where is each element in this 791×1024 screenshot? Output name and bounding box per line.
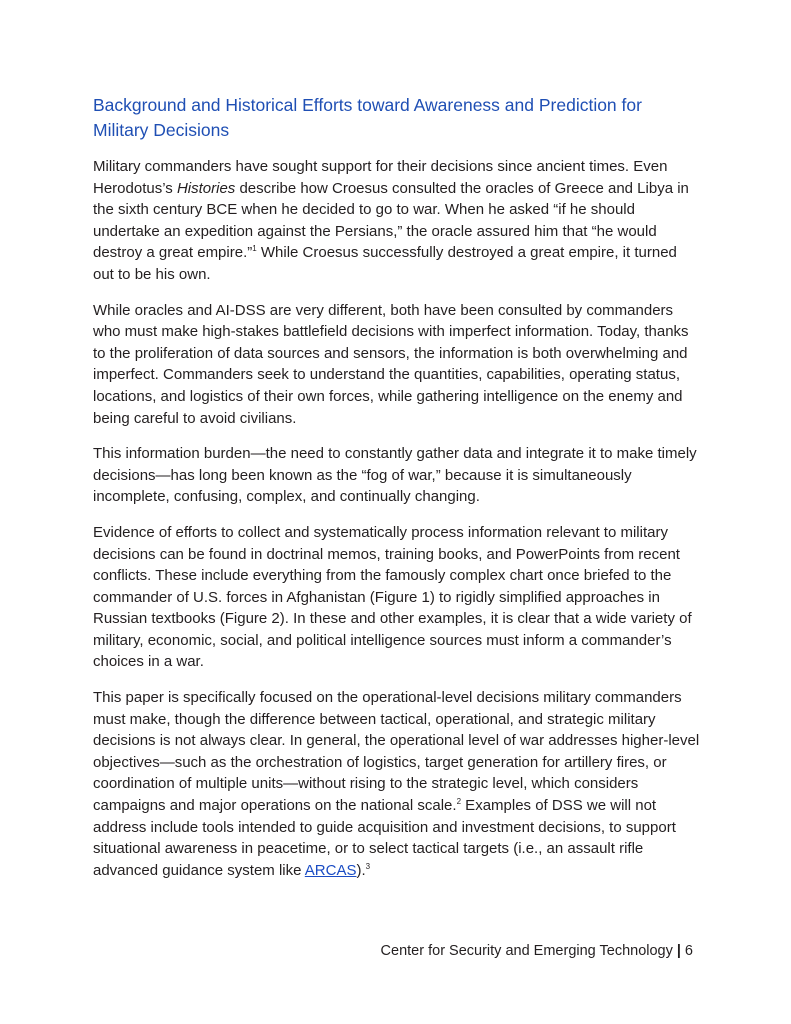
footnote-ref-2[interactable]: 2 [456,797,462,807]
section-heading: Background and Historical Efforts toward Awareness and Prediction for Military Decisions [93,95,642,140]
paragraph-operational-focus [93,687,701,881]
paragraph-oracles-ai-dss: While oracles and AI-DSS are very different, both have been consulted by commanders who must make high-stakes battlefield decisions with imperfect information. Today, thanks to the proliferation of data sources and sensors, the information is both overwhelming and imperfect. Commanders seek to understand the quantities, capabilities, operating status, locations, and logistics of their own forces, while gathering intelligence on the enemy and being careful to avoid civilians. [93,301,689,427]
paragraph-herodotus [93,156,701,286]
footer-org: Center for Security and Emerging Technology [380,943,673,959]
p1-text-b: describe how Croesus consulted the oracles of Greece and Libya in the sixth century BCE when he decided to go to war. When he asked “if he should undertake an expedition against the Persians,” the oracle assured him that “he would destroy a great empire.” [93,179,689,262]
footnote-ref-3[interactable]: 3 [365,861,371,871]
p5-text-c: ). [356,861,366,879]
arcas-link[interactable]: ARCAS [304,861,357,879]
histories-title: Histories [176,179,236,197]
p5-text-a: This paper is specifically focused on the operational-level decisions military commanders must make, though the difference between tactical, operational, and strategic military decisions is not always clear. In general, the operational level of war addresses higher-level objectives—such as the orchestration of logistics, target generation for artillery fires, or coordination of multiple units—without rising to the strategic level, which considers campaigns and major operations on the national scale. [93,689,700,815]
footnote-ref-1[interactable]: 1 [252,244,257,254]
p1-text-c: While Croesus successfully destroyed a great empire, it turned out to be his own. [93,244,677,283]
paragraph-evidence: Evidence of efforts to collect and systematically process information relevant to military decisions can be found in doctrinal memos, training books, and PowerPoints from recent conflicts. These include everything from the famously complex chart once briefed to the commander of U.S. forces in Afghanistan (Figure 1) to rigidly simplified approaches in Russian textbooks (Figure 2). In these and other examples, it is clear that a wide variety of military, economic, social, and political intelligence sources must inform a commander’s choices in a war. [93,523,692,671]
page-content [93,93,701,895]
p5-text-b: Examples of DSS we will not address include tools intended to guide acquisition and investment decisions, to support situational awareness in peacetime, or to select tactical targets (i.e., an assault rifle advanced guidance system like [93,797,676,879]
footer-separator: | [676,943,681,959]
page-footer [0,943,693,959]
paragraph-fog-of-war: This information burden—the need to constantly gather data and integrate it to make timely decisions—has long been known as the “fog of war,” because it is simultaneously incomplete, confusing, complex, and continually changing. [93,445,697,506]
p1-text-a: Military commanders have sought support for their decisions since ancient times. Even Herodotus’s [93,158,668,197]
page-number: 6 [684,943,693,959]
